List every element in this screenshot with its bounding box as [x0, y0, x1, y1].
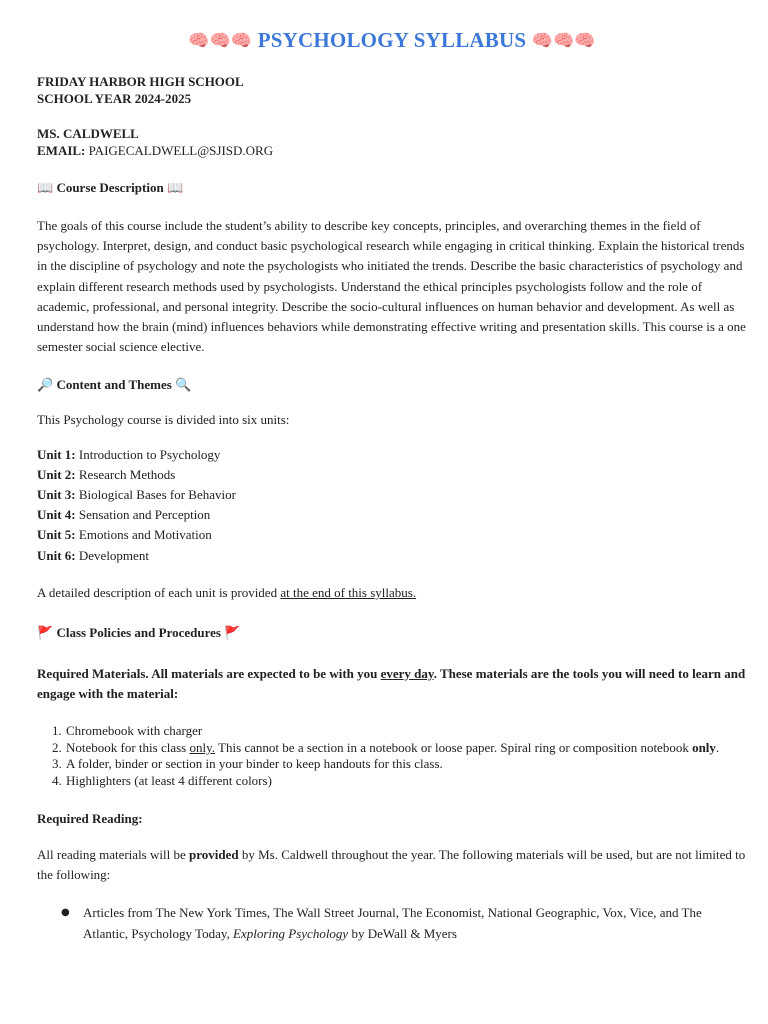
brain-icon: 🧠🧠🧠	[188, 31, 253, 50]
list-item: Unit 4: Sensation and Perception	[37, 507, 211, 523]
reading-intro: All reading materials will be provided by Ms. Caldwell throughout the year. The following materials will be used, but are not limited to the following:	[37, 847, 746, 883]
open-book-icon: 📖	[166, 181, 184, 196]
required-reading-heading: Required Reading:	[37, 811, 143, 827]
magnifying-glass-icon: 🔍	[175, 378, 192, 394]
red-flag-icon: 🚩	[224, 626, 241, 642]
reading-list	[37, 902, 747, 944]
magnifying-glass-icon: 🔎	[37, 378, 54, 394]
school-year: SCHOOL YEAR 2024-2025	[37, 91, 192, 106]
email-address[interactable]: PAIGECALDWELL@SJISD.ORG	[88, 143, 274, 158]
list-item: 4. Highlighters (at least 4 different colors)	[65, 773, 747, 789]
title-text: PSYCHOLOGY SYLLABUS	[257, 28, 527, 52]
list-item: 2. Notebook for this class only. This cannot be a section in a notebook or loose paper. Spiral ring or composition notebook only.	[65, 740, 747, 756]
open-book-icon: 📖	[37, 181, 54, 196]
teacher-email	[37, 142, 747, 159]
course-description-body: The goals of this course include the student’s ability to describe key concepts, principles, and overarching themes in the field of psychology. Interpret, design, and conduct basic psychological research while engaging in critical thinking. Explain the historical trends in the discipline of psychology and note the psychologists who initiated the trends. Describe the basic characteristics of psychology and explain different research methods used by psychologists. Understand the ethical principles psychologists follow and the role of academic, professional, and personal integrity. Describe the socio-cultural influences on human behavior and development. As well as understand how the brain (mind) influences behaviors while demonstrating effective writing and presentation skills. This course is a one semester social science elective.	[37, 218, 746, 355]
required-materials-heading: Required Materials. All materials are expected to be with you every day. These materials are the tools you will need to learn and engage with the material:	[37, 666, 746, 702]
red-flag-icon: 🚩	[37, 626, 54, 642]
content-themes-heading-text: Content and Themes	[56, 377, 172, 393]
list-item: Unit 6: Development	[37, 547, 149, 563]
policies-heading	[37, 624, 747, 642]
course-description-heading-text: Course Description	[56, 180, 164, 195]
policies-heading-text: Class Policies and Procedures	[56, 625, 221, 641]
list-item: Unit 1: Introduction to Psychology	[37, 446, 221, 462]
list-item: ● Articles from The New York Times, The Wall Street Journal, The Economist, National Geographic, Vox, Vice, and The Atlantic, Psychology Today, Exploring Psychology by DeWall & Myers	[83, 902, 747, 944]
school-name: FRIDAY HARBOR HIGH SCHOOL	[37, 74, 244, 89]
list-item: 1. Chromebook with charger	[65, 723, 747, 739]
page-title	[37, 28, 747, 53]
course-description-heading	[37, 179, 747, 197]
content-themes-intro: This Psychology course is divided into six units:	[37, 412, 290, 428]
list-item: Unit 2: Research Methods	[37, 466, 176, 482]
list-item: Unit 5: Emotions and Motivation	[37, 527, 212, 543]
materials-list	[37, 723, 747, 789]
content-themes-heading	[37, 376, 747, 394]
email-label: EMAIL:	[37, 143, 86, 158]
list-item: Unit 3: Biological Bases for Behavior	[37, 487, 236, 503]
unit-list	[37, 445, 747, 566]
list-item: 3. A folder, binder or section in your binder to keep handouts for this class.	[65, 756, 747, 772]
teacher-name: MS. CALDWELL	[37, 126, 139, 141]
unit-detail-note: A detailed description of each unit is provided at the end of this syllabus.	[37, 584, 417, 600]
end-of-syllabus-link[interactable]: at the end of this syllabus.	[280, 584, 417, 600]
brain-icon: 🧠🧠🧠	[531, 31, 596, 50]
syllabus-page	[37, 28, 747, 944]
